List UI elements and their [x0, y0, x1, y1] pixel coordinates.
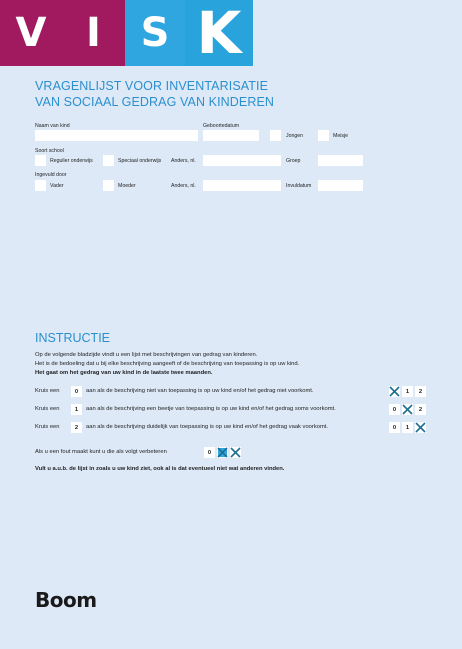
closing-paragraph: Vult u a.u.b. de lijst in zoals u uw kind ziet, ook al is dat eventueel niet wat anderen vinden.	[35, 466, 285, 472]
kruis-row-1-value: 1	[71, 404, 82, 415]
kruis-row-1-text: aan als de beschrijving een beetje van toepassing is op uw kind en/of het gedrag soms voorkomt.	[86, 406, 336, 412]
kruis-row-0-prefix: Kruis een	[35, 388, 60, 394]
regulier-checkbox[interactable]	[35, 155, 46, 166]
cross-mark-icon	[402, 404, 413, 415]
jongen-label: Jongen	[286, 133, 304, 139]
groep-label: Groep	[286, 158, 301, 164]
logo-letter-s: S	[125, 0, 185, 66]
instructie-paragraph-2: Het is de bedoeling dat u bij elke beschrijving aangeeft of de beschrijving van toepassing is op uw kind.	[35, 361, 300, 367]
row-2-opt-0: 0	[389, 422, 400, 433]
anders-ingevuld-field[interactable]	[203, 180, 281, 191]
row-2-opt-2	[415, 422, 426, 433]
groep-field[interactable]	[318, 155, 363, 166]
kruis-row-0-text: aan als de beschrijving niet van toepassing is op uw kind en/of het gedrag niet voorkomt.	[86, 388, 314, 394]
row-0-opt-2: 2	[415, 386, 426, 397]
invuldatum-label: Invuldatum	[286, 183, 312, 189]
meisje-label: Meisje	[333, 133, 348, 139]
instructie-paragraph-1: Op de volgende bladzijde vindt u een lijst met beschrijvingen van gedrag van kinderen.	[35, 352, 258, 358]
meisje-checkbox[interactable]	[318, 130, 329, 141]
regulier-label: Regulier onderwijs	[50, 158, 93, 164]
row-1-opt-1	[402, 404, 413, 415]
fout-opt-0: 0	[204, 447, 215, 458]
kruis-row-2-prefix: Kruis een	[35, 424, 60, 430]
geboortedatum-field[interactable]	[203, 130, 259, 141]
document-title-line2: VAN SOCIAAL GEDRAG VAN KINDEREN	[35, 95, 275, 109]
naam-label: Naam van kind	[35, 123, 70, 129]
logo-letter-i: I	[62, 0, 125, 66]
moeder-label: Moeder	[118, 183, 136, 189]
publisher-logo: Boom	[35, 588, 97, 612]
geboortedatum-label: Geboortedatum	[203, 123, 240, 129]
fout-opt-1-scribbled	[217, 447, 228, 458]
document-title-line1: VRAGENLIJST VOOR INVENTARISATIE	[35, 79, 269, 93]
anders-school-field[interactable]	[203, 155, 281, 166]
jongen-checkbox[interactable]	[270, 130, 281, 141]
fout-opt-2	[230, 447, 241, 458]
kruis-row-0-value: 0	[71, 386, 82, 397]
cross-mark-icon	[230, 447, 241, 458]
row-2-opt-1: 1	[402, 422, 413, 433]
kruis-row-1-prefix: Kruis een	[35, 406, 60, 412]
fout-text: Als u een fout maakt kunt u die als volgt verbeteren	[35, 449, 167, 455]
row-0-opt-1: 1	[402, 386, 413, 397]
vader-label: Vader	[50, 183, 64, 189]
soort-school-label: Soort school	[35, 148, 64, 154]
invuldatum-field[interactable]	[318, 180, 363, 191]
anders-school-label: Anders, nl.	[171, 158, 196, 164]
speciaal-label: Speciaal onderwijs	[118, 158, 162, 164]
vader-checkbox[interactable]	[35, 180, 46, 191]
cross-mark-icon	[415, 422, 426, 433]
row-1-opt-0: 0	[389, 404, 400, 415]
cross-mark-icon	[389, 386, 400, 397]
logo-letter-k: K	[185, 0, 253, 66]
kruis-row-2-value: 2	[71, 422, 82, 433]
kruis-row-2-text: aan als de beschrijving duidelijk van toepassing is op uw kind en/of het gedrag vaak voorkomt.	[86, 424, 329, 430]
naam-field[interactable]	[35, 130, 198, 141]
instructie-paragraph-3: Het gaat om het gedrag van uw kind in de laatste twee maanden.	[35, 370, 213, 376]
row-0-opt-0	[389, 386, 400, 397]
speciaal-checkbox[interactable]	[103, 155, 114, 166]
logo-letter-v: V	[0, 0, 62, 66]
scribbled-cross-icon	[217, 447, 228, 458]
instructie-heading: INSTRUCTIE	[35, 331, 110, 345]
row-1-opt-2: 2	[415, 404, 426, 415]
anders-ingevuld-label: Anders, nl.	[171, 183, 196, 189]
ingevuld-door-label: Ingevuld door	[35, 172, 67, 178]
moeder-checkbox[interactable]	[103, 180, 114, 191]
